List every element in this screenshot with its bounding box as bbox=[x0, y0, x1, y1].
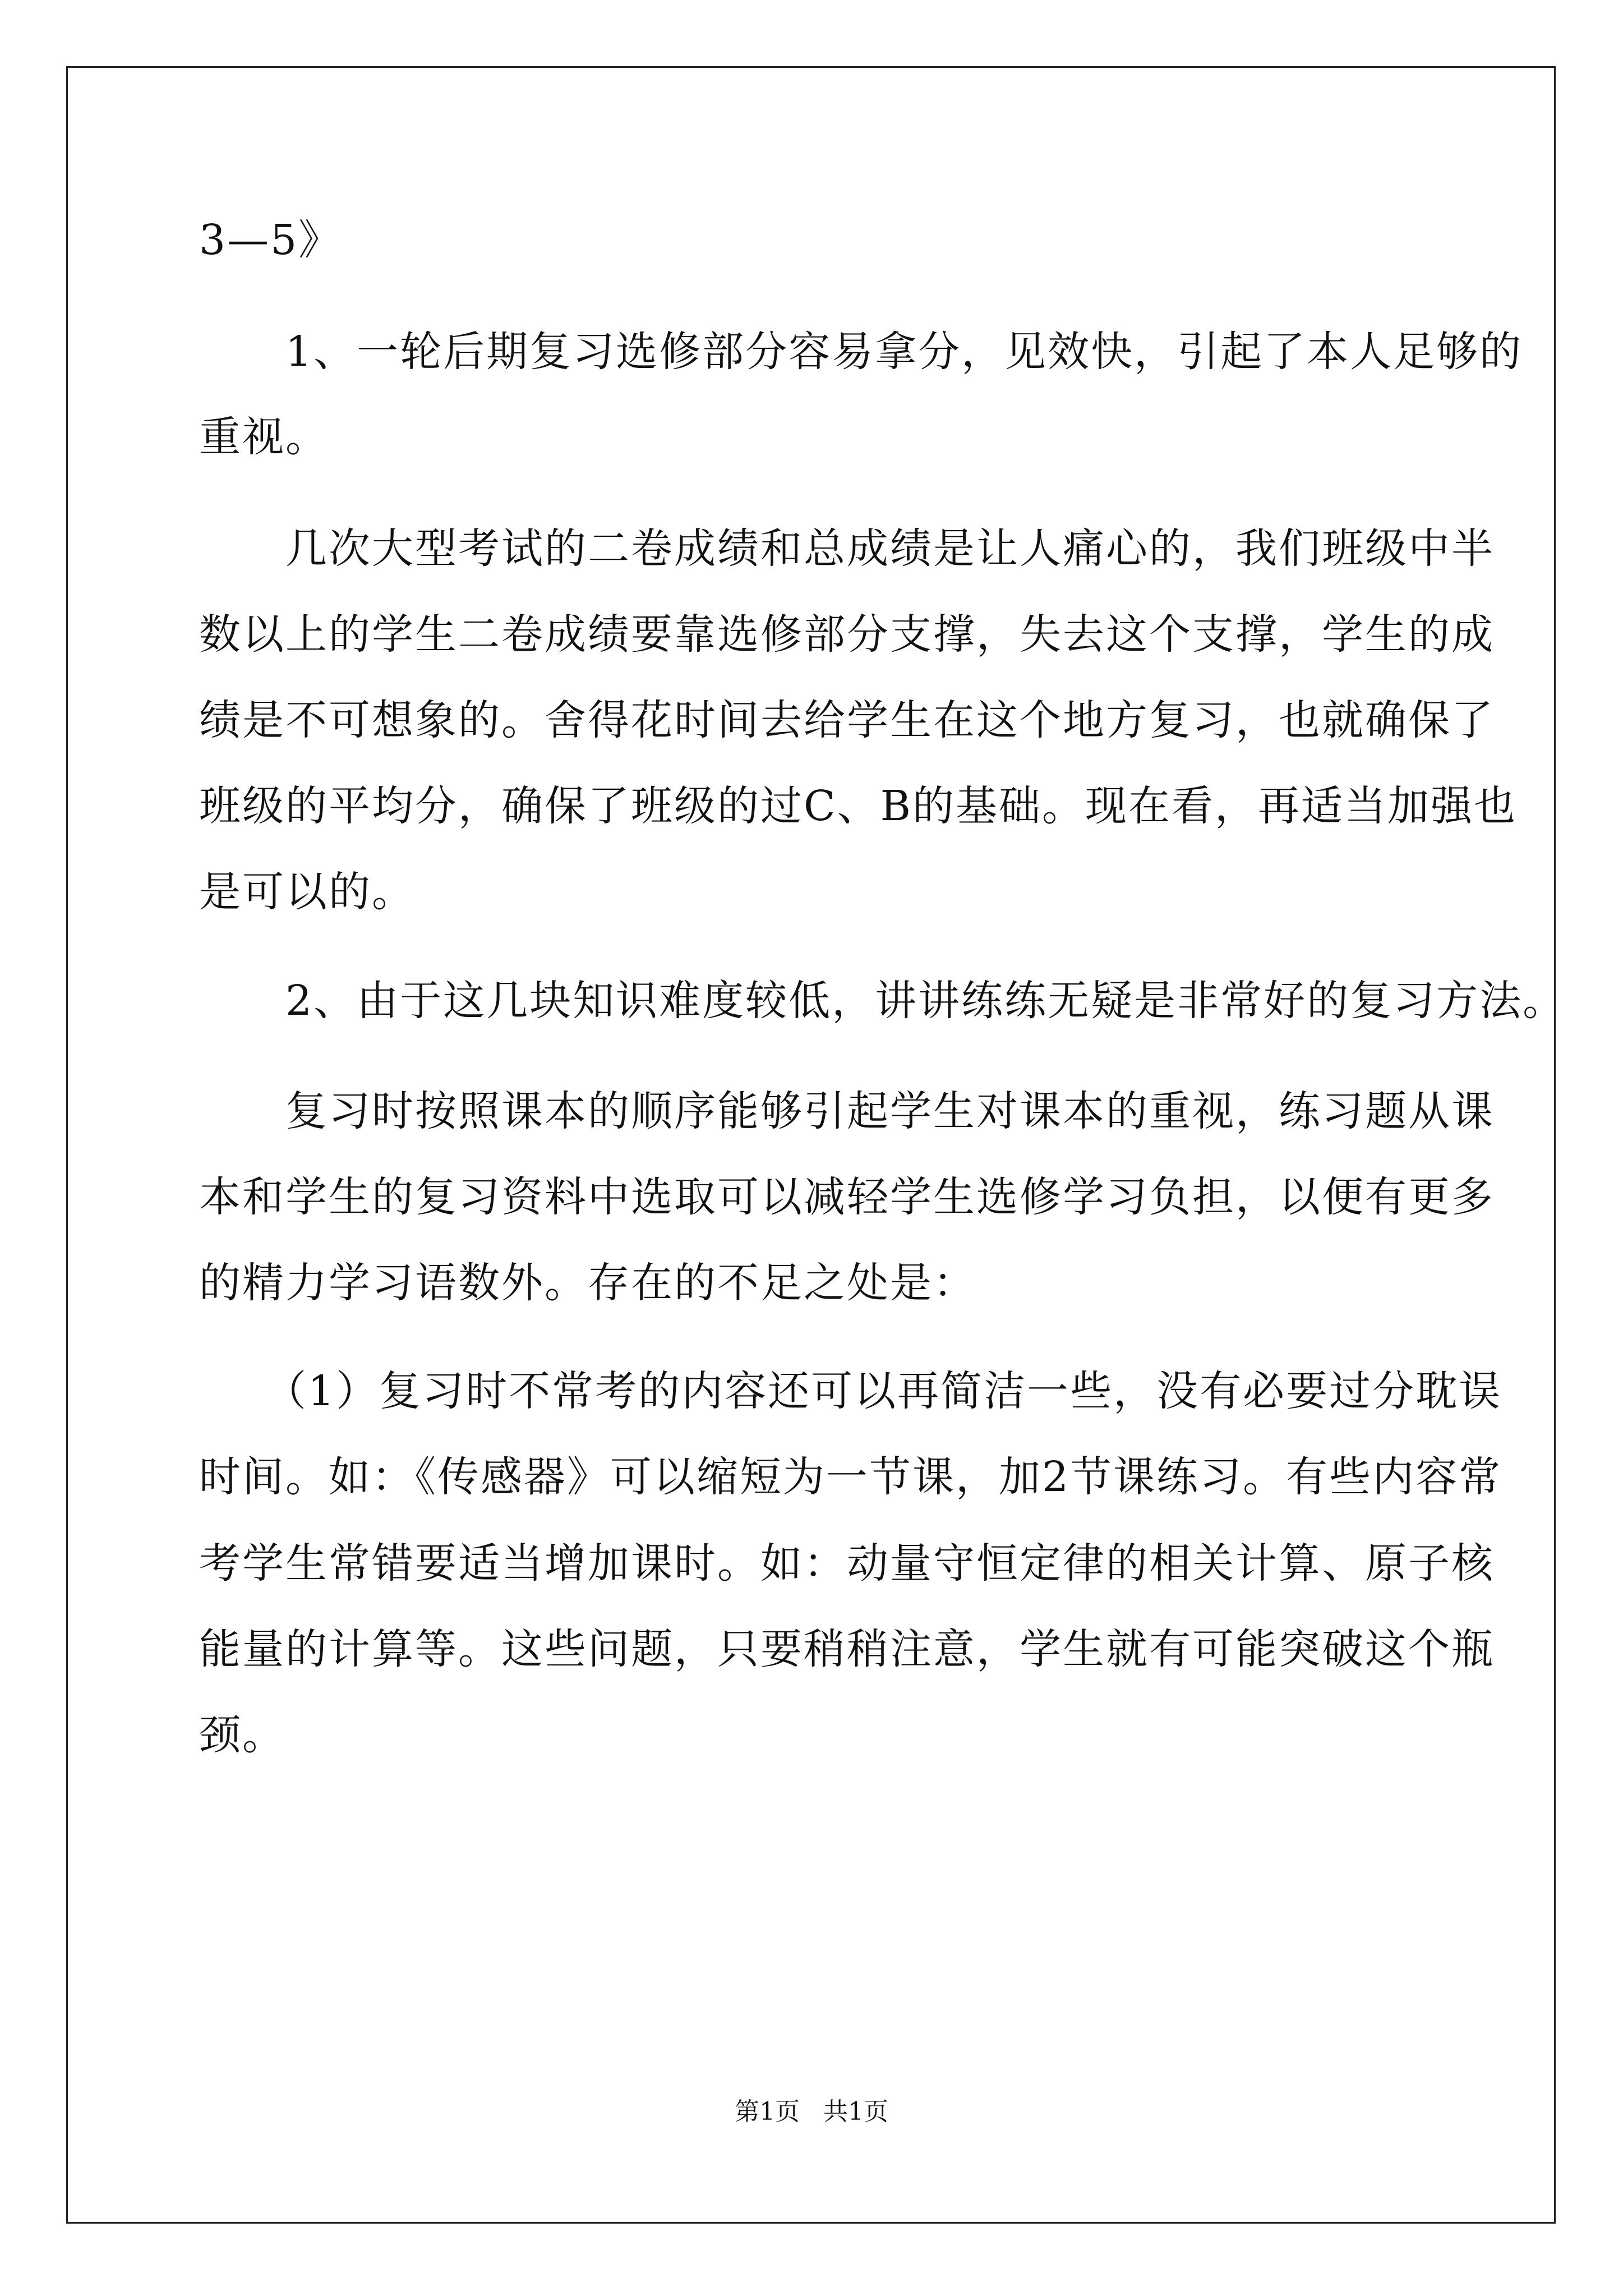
text-line: 时间。如：《传感器》可以缩短为一节课，加2节课练习。有些内容常 bbox=[199, 1453, 1502, 1501]
text-line: 2、由于这几块知识难度较低，讲讲练练无疑是非常好的复习方法。 bbox=[199, 977, 1566, 1025]
text-line: 复习时按照课本的顺序能够引起学生对课本的重视，练习题从课 bbox=[199, 1087, 1495, 1135]
text-line: 本和学生的复习资料中选取可以减轻学生选修学习负担，以便有更多 bbox=[199, 1173, 1495, 1221]
text-line: 能量的计算等。这些问题，只要稍稍注意，学生就有可能突破这个瓶 bbox=[199, 1625, 1495, 1673]
text-line: 颈。 bbox=[199, 1711, 285, 1759]
text-line: 数以上的学生二卷成绩要靠选修部分支撑，失去这个支撑，学生的成 bbox=[199, 610, 1495, 659]
page-footer bbox=[0, 2095, 1623, 2129]
page-total: 共1页 bbox=[823, 2097, 888, 2126]
text-line: 的精力学习语数外。存在的不足之处是： bbox=[199, 1259, 976, 1307]
text-line: 重视。 bbox=[199, 413, 329, 461]
text-line: 几次大型考试的二卷成绩和总成绩是让人痛心的，我们班级中半 bbox=[199, 524, 1495, 573]
text-line: 3—5》 bbox=[199, 216, 342, 264]
text-line: 考学生常错要适当增加课时。如：动量守恒定律的相关计算、原子核 bbox=[199, 1539, 1495, 1588]
page-border bbox=[66, 66, 1566, 2224]
text-line: 班级的平均分，确保了班级的过C、B的基础。现在看，再适当加强也 bbox=[199, 782, 1517, 830]
text-line: 1、一轮后期复习选修部分容易拿分，见效快，引起了本人足够的 bbox=[199, 328, 1523, 376]
text-line: 绩是不可想象的。舍得花时间去给学生在这个地方复习，也就确保了 bbox=[199, 696, 1495, 744]
text-line: （1）复习时不常考的内容还可以再简洁一些，没有必要过分耽误 bbox=[199, 1367, 1502, 1415]
text-line: 是可以的。 bbox=[199, 868, 415, 916]
page-number: 第1页 bbox=[735, 2097, 800, 2126]
